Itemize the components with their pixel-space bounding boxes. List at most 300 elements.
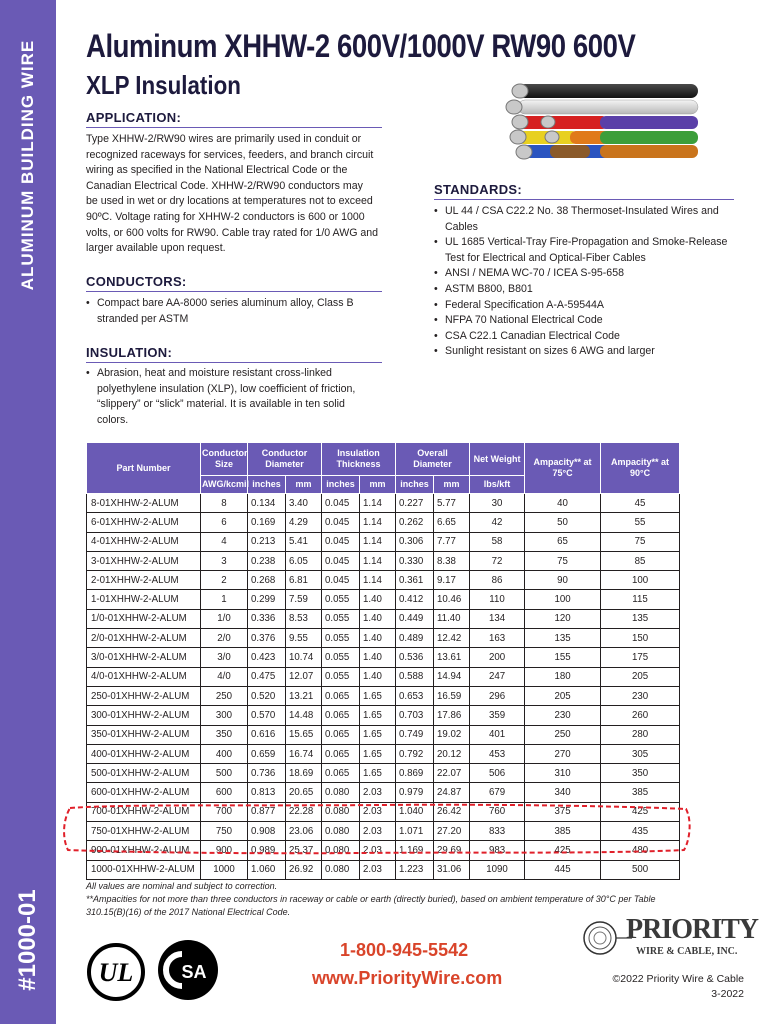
table-cell: 0.813 <box>248 783 286 802</box>
table-cell: 1.14 <box>360 551 396 570</box>
table-cell: 435 <box>601 822 680 841</box>
part-number-cell: 4/0-01XHHW-2-ALUM <box>87 667 201 686</box>
table-cell: 1.65 <box>360 686 396 705</box>
table-cell: 1.65 <box>360 725 396 744</box>
table-cell: 65 <box>525 532 601 551</box>
table-cell: 230 <box>601 686 680 705</box>
standards-item: • Federal Specification A-A-59544A <box>434 298 734 314</box>
table-cell: 0.055 <box>322 609 360 628</box>
table-cell: 250 <box>525 725 601 744</box>
table-cell: 100 <box>601 571 680 590</box>
header-part-number: Part Number <box>87 443 201 494</box>
table-cell: 24.87 <box>434 783 470 802</box>
unit-header: mm <box>286 476 322 494</box>
table-cell: 26.92 <box>286 860 322 879</box>
header-net-weight: Net Weight <box>470 443 525 476</box>
table-cell: 0.423 <box>248 648 286 667</box>
table-cell: 375 <box>525 802 601 821</box>
table-cell: 72 <box>470 551 525 570</box>
table-cell: 19.02 <box>434 725 470 744</box>
table-cell: 25.37 <box>286 841 322 860</box>
table-cell: 0.570 <box>248 706 286 725</box>
table-cell: 0.080 <box>322 802 360 821</box>
table-cell: 10.46 <box>434 590 470 609</box>
part-number-cell: 400-01XHHW-2-ALUM <box>87 744 201 763</box>
table-cell: 0.213 <box>248 532 286 551</box>
table-cell: 1.060 <box>248 860 286 879</box>
table-cell: 1.65 <box>360 764 396 783</box>
table-cell: 0.055 <box>322 629 360 648</box>
unit-header: inches <box>322 476 360 494</box>
table-row <box>87 802 680 821</box>
table-cell: 0.536 <box>396 648 434 667</box>
header-insulation-thickness: Insulation Thickness <box>322 443 396 476</box>
table-cell: 1.40 <box>360 629 396 648</box>
table-row <box>87 783 680 802</box>
standards-item: • ASTM B800, B801 <box>434 282 734 298</box>
part-number-cell: 500-01XHHW-2-ALUM <box>87 764 201 783</box>
table-cell: 230 <box>525 706 601 725</box>
insulation-heading: INSULATION: <box>86 345 173 360</box>
table-cell: 175 <box>601 648 680 667</box>
website-link[interactable]: www.PriorityWire.com <box>312 968 503 988</box>
table-cell: 9.17 <box>434 571 470 590</box>
table-row <box>87 551 680 570</box>
application-line: be used in wet or dry locations at temperatures not to exceed <box>86 195 373 208</box>
table-cell: 40 <box>525 494 601 513</box>
table-cell: 0.330 <box>396 551 434 570</box>
table-cell: 1.14 <box>360 532 396 551</box>
table-cell: 401 <box>470 725 525 744</box>
part-number-cell: 4-01XHHW-2-ALUM <box>87 532 201 551</box>
table-cell: 453 <box>470 744 525 763</box>
table-cell: 13.61 <box>434 648 470 667</box>
table-cell: 75 <box>525 551 601 570</box>
table-cell: 16.59 <box>434 686 470 705</box>
table-cell: 100 <box>525 590 601 609</box>
table-cell: 5.77 <box>434 494 470 513</box>
table-cell: 6.81 <box>286 571 322 590</box>
table-cell: 1.14 <box>360 494 396 513</box>
part-number-cell: 250-01XHHW-2-ALUM <box>87 686 201 705</box>
table-cell: 500 <box>201 764 248 783</box>
header-conductor-size: Conductor Size <box>201 443 248 476</box>
table-cell: 86 <box>470 571 525 590</box>
table-cell: 0.045 <box>322 513 360 532</box>
cable-illustration <box>500 78 700 170</box>
table-row <box>87 513 680 532</box>
table-cell: 205 <box>525 686 601 705</box>
table-cell: 20.65 <box>286 783 322 802</box>
table-cell: 0.520 <box>248 686 286 705</box>
table-cell: 115 <box>601 590 680 609</box>
table-cell: 0.412 <box>396 590 434 609</box>
table-cell: 7.77 <box>434 532 470 551</box>
table-cell: 400 <box>201 744 248 763</box>
table-cell: 679 <box>470 783 525 802</box>
standards-item: • CSA C22.1 Canadian Electrical Code <box>434 329 734 345</box>
standards-heading: STANDARDS: <box>434 182 522 197</box>
unit-header: mm <box>360 476 396 494</box>
table-cell: 250 <box>201 686 248 705</box>
insulation-item: • Abrasion, heat and moisture resistant cross-linked polyethylene insulation (XLP), low coefficient of friction, “slippery” or “slick” material. It is available in ten solid colors. <box>86 366 368 428</box>
table-cell: 506 <box>470 764 525 783</box>
table-row <box>87 609 680 628</box>
page-subtitle: XLP Insulation <box>86 70 241 100</box>
table-cell: 425 <box>525 841 601 860</box>
table-cell: 0.299 <box>248 590 286 609</box>
table-row <box>87 571 680 590</box>
table-cell: 445 <box>525 860 601 879</box>
table-cell: 350 <box>601 764 680 783</box>
part-number-cell: 3-01XHHW-2-ALUM <box>87 551 201 570</box>
table-row <box>87 686 680 705</box>
conductors-list <box>86 296 366 327</box>
table-cell: 135 <box>601 609 680 628</box>
insulation-list <box>86 366 368 428</box>
table-cell: 0.055 <box>322 590 360 609</box>
unit-header: inches <box>248 476 286 494</box>
header-conductor-diameter: Conductor Diameter <box>248 443 322 476</box>
part-number-cell: 300-01XHHW-2-ALUM <box>87 706 201 725</box>
part-number-cell: 1-01XHHW-2-ALUM <box>87 590 201 609</box>
table-cell: 20.12 <box>434 744 470 763</box>
table-cell: 1.40 <box>360 648 396 667</box>
table-cell: 300 <box>201 706 248 725</box>
table-cell: 50 <box>525 513 601 532</box>
table-cell: 0.065 <box>322 686 360 705</box>
unit-header: lbs/kft <box>470 476 525 494</box>
table-cell: 2/0 <box>201 629 248 648</box>
table-row <box>87 532 680 551</box>
csa-logo <box>156 938 220 1002</box>
table-cell: 750 <box>201 822 248 841</box>
table-cell: 0.065 <box>322 764 360 783</box>
table-cell: 10.74 <box>286 648 322 667</box>
table-cell: 30 <box>470 494 525 513</box>
application-line: larger available upon request. <box>86 242 226 255</box>
table-cell: 11.40 <box>434 609 470 628</box>
table-cell: 0.736 <box>248 764 286 783</box>
page-title: Aluminum XHHW-2 600V/1000V RW90 600V <box>86 28 636 64</box>
table-cell: 8.38 <box>434 551 470 570</box>
priority-logo-subtext: WIRE & CABLE, INC. <box>636 946 738 957</box>
table-cell: 4.29 <box>286 513 322 532</box>
table-cell: 0.489 <box>396 629 434 648</box>
table-row <box>87 744 680 763</box>
table-cell: 0.659 <box>248 744 286 763</box>
table-cell: 500 <box>601 860 680 879</box>
table-cell: 90 <box>525 571 601 590</box>
table-cell: 0.989 <box>248 841 286 860</box>
table-cell: 31.06 <box>434 860 470 879</box>
table-cell: 0.588 <box>396 667 434 686</box>
table-cell: 3/0 <box>201 648 248 667</box>
unit-header: AWG/kcmil <box>201 476 248 494</box>
table-cell: 0.703 <box>396 706 434 725</box>
table-cell: 6.65 <box>434 513 470 532</box>
table-cell: 29.69 <box>434 841 470 860</box>
table-cell: 6 <box>201 513 248 532</box>
table-cell: 900 <box>201 841 248 860</box>
table-cell: 5.41 <box>286 532 322 551</box>
table-cell: 42 <box>470 513 525 532</box>
table-cell: 2.03 <box>360 783 396 802</box>
table-cell: 350 <box>201 725 248 744</box>
table-cell: 1.223 <box>396 860 434 879</box>
table-cell: 1090 <box>470 860 525 879</box>
table-row <box>87 764 680 783</box>
table-cell: 2.03 <box>360 822 396 841</box>
part-number-cell: 1000-01XHHW-2-ALUM <box>87 860 201 879</box>
note-ampacity: **Ampacities for not more than three conductors in raceway or cable or earth (directly buried), based on ambient temperature of 30°C per Table <box>86 894 656 904</box>
table-cell: 296 <box>470 686 525 705</box>
table-cell: 1.40 <box>360 609 396 628</box>
table-cell: 0.134 <box>248 494 286 513</box>
table-cell: 1.14 <box>360 571 396 590</box>
table-row <box>87 494 680 513</box>
table-cell: 6.05 <box>286 551 322 570</box>
table-cell: 1.071 <box>396 822 434 841</box>
part-number-cell: 700-01XHHW-2-ALUM <box>87 802 201 821</box>
table-row <box>87 841 680 860</box>
table-row <box>87 822 680 841</box>
table-cell: 480 <box>601 841 680 860</box>
application-line: recognized raceways for services, feeders, and branch circuit <box>86 148 374 161</box>
note-nominal: All values are nominal and subject to correction. <box>86 881 278 891</box>
table-cell: 8.53 <box>286 609 322 628</box>
table-cell: 17.86 <box>434 706 470 725</box>
copyright-block <box>613 972 744 1002</box>
table-cell: 13.21 <box>286 686 322 705</box>
table-cell: 0.908 <box>248 822 286 841</box>
table-cell: 14.94 <box>434 667 470 686</box>
ul-logo <box>86 942 146 1002</box>
table-cell: 75 <box>601 532 680 551</box>
table-cell: 7.59 <box>286 590 322 609</box>
table-cell: 12.42 <box>434 629 470 648</box>
priority-wire-logo <box>580 908 759 970</box>
table-cell: 2.03 <box>360 860 396 879</box>
table-cell: 359 <box>470 706 525 725</box>
table-cell: 340 <box>525 783 601 802</box>
header-overall-diameter: Overall Diameter <box>396 443 470 476</box>
table-cell: 3 <box>201 551 248 570</box>
table-cell: 110 <box>470 590 525 609</box>
part-number-cell: 6-01XHHW-2-ALUM <box>87 513 201 532</box>
table-cell: 0.616 <box>248 725 286 744</box>
table-cell: 310 <box>525 764 601 783</box>
table-cell: 0.080 <box>322 860 360 879</box>
table-cell: 385 <box>601 783 680 802</box>
table-cell: 0.045 <box>322 551 360 570</box>
spec-table <box>86 442 680 880</box>
table-row <box>87 725 680 744</box>
application-line: volts, or 600 volts for RW90. Cable tray rated for 1/0 AWG and <box>86 226 379 239</box>
table-cell: 247 <box>470 667 525 686</box>
document-code: #1000-01 <box>14 889 41 991</box>
sidebar-title: ALUMINUM BUILDING WIRE <box>18 39 37 291</box>
table-cell: 1.65 <box>360 706 396 725</box>
table-cell: 85 <box>601 551 680 570</box>
phone-number[interactable]: 1-800-945-5542 <box>340 940 469 960</box>
table-row <box>87 590 680 609</box>
copyright-text: ©2022 Priority Wire & Cable <box>612 973 744 985</box>
standards-item: • UL 44 / CSA C22.2 No. 38 Thermoset-Insulated Wires and Cables <box>434 204 734 235</box>
table-cell: 0.262 <box>396 513 434 532</box>
table-cell: 0.080 <box>322 822 360 841</box>
standards-rule <box>434 199 734 200</box>
conductors-rule <box>86 291 382 292</box>
table-cell: 0.877 <box>248 802 286 821</box>
part-number-cell: 2/0-01XHHW-2-ALUM <box>87 629 201 648</box>
table-cell: 2.03 <box>360 841 396 860</box>
priority-logo-text: PRIORITY <box>626 914 759 945</box>
table-cell: 14.48 <box>286 706 322 725</box>
part-number-cell: 3/0-01XHHW-2-ALUM <box>87 648 201 667</box>
table-cell: 1.40 <box>360 667 396 686</box>
table-cell: 700 <box>201 802 248 821</box>
note-ampacity-table: 310.15(B)(16) of the 2017 National Electrical Code. <box>86 907 291 917</box>
table-cell: 0.792 <box>396 744 434 763</box>
application-rule <box>86 127 382 128</box>
table-cell: 600 <box>201 783 248 802</box>
application-line: Type XHHW-2/RW90 wires are primarily used in conduit or <box>86 133 362 145</box>
standards-item: • ANSI / NEMA WC-70 / ICEA S-95-658 <box>434 266 734 282</box>
table-cell: 205 <box>601 667 680 686</box>
table-cell: 833 <box>470 822 525 841</box>
table-cell: 163 <box>470 629 525 648</box>
application-line: Canadian Electrical Code. XHHW-2/RW90 conductors may <box>86 179 363 192</box>
table-cell: 260 <box>601 706 680 725</box>
csa-logo-text: SA <box>181 962 207 982</box>
table-cell: 0.361 <box>396 571 434 590</box>
table-cell: 0.065 <box>322 744 360 763</box>
table-cell: 3.40 <box>286 494 322 513</box>
table-cell: 385 <box>525 822 601 841</box>
part-number-cell: 350-01XHHW-2-ALUM <box>87 725 201 744</box>
table-cell: 135 <box>525 629 601 648</box>
table-cell: 1.040 <box>396 802 434 821</box>
table-cell: 0.065 <box>322 706 360 725</box>
table-cell: 8 <box>201 494 248 513</box>
unit-header: mm <box>434 476 470 494</box>
table-cell: 58 <box>470 532 525 551</box>
table-cell: 0.065 <box>322 725 360 744</box>
table-cell: 12.07 <box>286 667 322 686</box>
table-cell: 4/0 <box>201 667 248 686</box>
table-cell: 15.65 <box>286 725 322 744</box>
table-cell: 0.055 <box>322 667 360 686</box>
table-cell: 1.40 <box>360 590 396 609</box>
table-cell: 0.653 <box>396 686 434 705</box>
table-cell: 0.045 <box>322 532 360 551</box>
table-cell: 0.869 <box>396 764 434 783</box>
table-cell: 0.227 <box>396 494 434 513</box>
table-cell: 0.336 <box>248 609 286 628</box>
table-cell: 9.55 <box>286 629 322 648</box>
standards-item: • UL 1685 Vertical-Tray Fire-Propagation and Smoke-Release Test for Electrical and Optical-Fiber Cables <box>434 235 734 266</box>
table-cell: 45 <box>601 494 680 513</box>
table-cell: 0.979 <box>396 783 434 802</box>
table-cell: 0.306 <box>396 532 434 551</box>
table-cell: 0.080 <box>322 783 360 802</box>
application-line: wiring as specified in the National Electrical Code or the <box>86 164 348 177</box>
table-row <box>87 860 680 879</box>
part-number-cell: 600-01XHHW-2-ALUM <box>87 783 201 802</box>
part-number-cell: 900-01XHHW-2-ALUM <box>87 841 201 860</box>
table-cell: 425 <box>601 802 680 821</box>
table-cell: 270 <box>525 744 601 763</box>
table-cell: 55 <box>601 513 680 532</box>
table-cell: 2 <box>201 571 248 590</box>
table-cell: 305 <box>601 744 680 763</box>
standards-item: • NFPA 70 National Electrical Code <box>434 313 734 329</box>
table-cell: 1 <box>201 590 248 609</box>
table-cell: 0.055 <box>322 648 360 667</box>
table-cell: 0.449 <box>396 609 434 628</box>
table-cell: 0.376 <box>248 629 286 648</box>
conductors-heading: CONDUCTORS: <box>86 274 187 289</box>
table-cell: 760 <box>470 802 525 821</box>
table-cell: 0.045 <box>322 494 360 513</box>
spec-table-body <box>87 494 680 880</box>
table-cell: 4 <box>201 532 248 551</box>
application-heading: APPLICATION: <box>86 110 182 125</box>
table-cell: 134 <box>470 609 525 628</box>
table-cell: 18.69 <box>286 764 322 783</box>
table-cell: 23.06 <box>286 822 322 841</box>
table-cell: 0.169 <box>248 513 286 532</box>
table-cell: 1000 <box>201 860 248 879</box>
header-ampacity-75: Ampacity** at 75°C <box>525 443 601 494</box>
ul-logo-text: UL <box>98 958 134 987</box>
table-row <box>87 648 680 667</box>
part-number-cell: 1/0-01XHHW-2-ALUM <box>87 609 201 628</box>
table-cell: 1.169 <box>396 841 434 860</box>
sidebar-band <box>0 0 56 1024</box>
table-cell: 22.28 <box>286 802 322 821</box>
table-cell: 200 <box>470 648 525 667</box>
table-cell: 1.65 <box>360 744 396 763</box>
table-cell: 2.03 <box>360 802 396 821</box>
table-cell: 26.42 <box>434 802 470 821</box>
table-cell: 0.749 <box>396 725 434 744</box>
table-row <box>87 706 680 725</box>
table-cell: 983 <box>470 841 525 860</box>
table-cell: 22.07 <box>434 764 470 783</box>
table-cell: 150 <box>601 629 680 648</box>
insulation-rule <box>86 362 382 363</box>
table-cell: 1.14 <box>360 513 396 532</box>
part-number-cell: 750-01XHHW-2-ALUM <box>87 822 201 841</box>
part-number-cell: 2-01XHHW-2-ALUM <box>87 571 201 590</box>
standards-list <box>434 204 734 360</box>
table-cell: 280 <box>601 725 680 744</box>
table-cell: 120 <box>525 609 601 628</box>
table-cell: 0.238 <box>248 551 286 570</box>
table-cell: 0.268 <box>248 571 286 590</box>
table-cell: 155 <box>525 648 601 667</box>
table-cell: 27.20 <box>434 822 470 841</box>
table-cell: 1/0 <box>201 609 248 628</box>
table-cell: 0.045 <box>322 571 360 590</box>
standards-item: • Sunlight resistant on sizes 6 AWG and larger <box>434 344 734 360</box>
part-number-cell: 8-01XHHW-2-ALUM <box>87 494 201 513</box>
table-cell: 0.080 <box>322 841 360 860</box>
table-row <box>87 667 680 686</box>
conductors-item: • Compact bare AA-8000 series aluminum alloy, Class B stranded per ASTM <box>86 296 366 327</box>
